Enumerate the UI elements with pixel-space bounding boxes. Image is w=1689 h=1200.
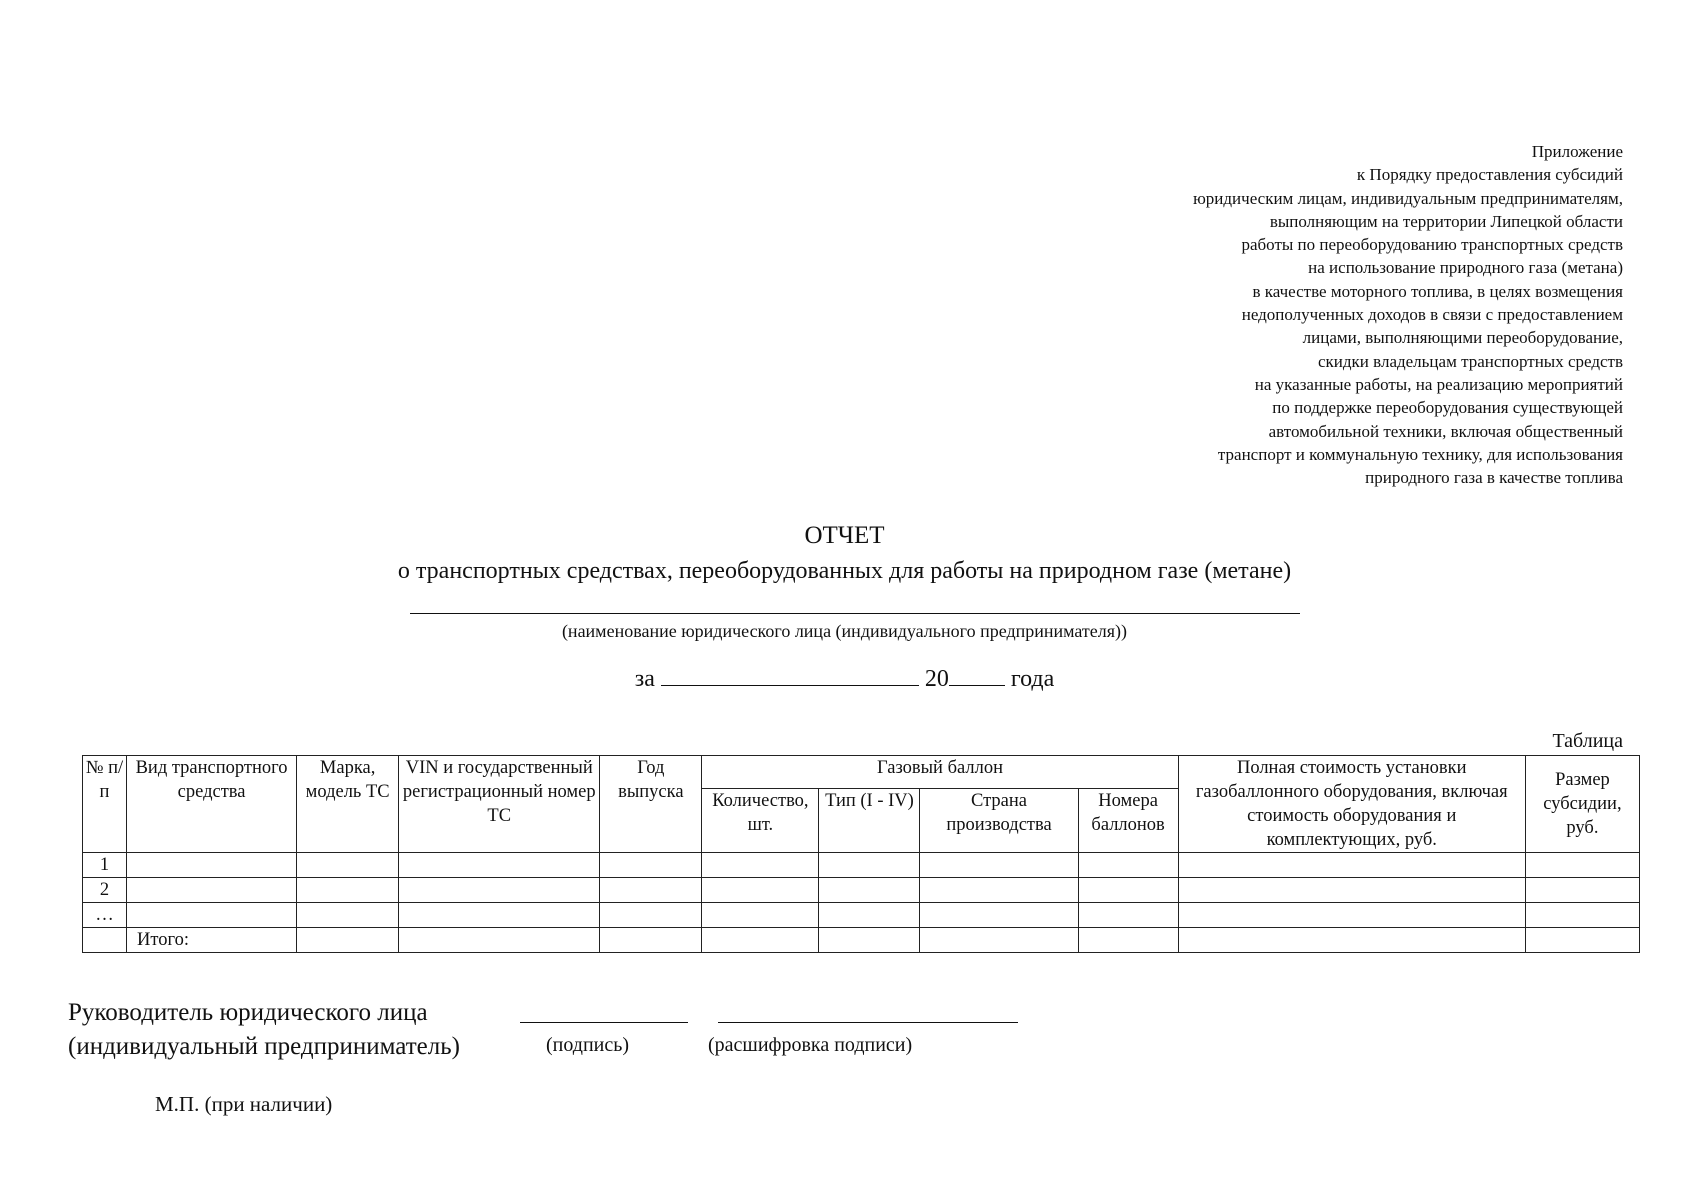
report-period xyxy=(0,666,1689,693)
table-cell[interactable] xyxy=(297,853,399,878)
row-number: 1 xyxy=(83,853,127,878)
table-cell[interactable] xyxy=(600,903,702,928)
table-cell[interactable] xyxy=(702,853,819,878)
total-label: Итого: xyxy=(127,928,297,953)
table-cell[interactable] xyxy=(1525,903,1639,928)
table-cell[interactable] xyxy=(819,853,920,878)
appendix-line: лицами, выполняющими переоборудование, xyxy=(1302,328,1623,348)
table-cell[interactable] xyxy=(1078,928,1178,953)
table-cell[interactable] xyxy=(920,928,1078,953)
stamp-note: М.П. (при наличии) xyxy=(155,1092,333,1116)
table-cell[interactable] xyxy=(127,853,297,878)
appendix-line: в качестве моторного топлива, в целях возмещения xyxy=(1252,281,1623,301)
header-subsidy: Размер субсидии, руб. xyxy=(1525,756,1639,853)
table-row xyxy=(83,878,1640,903)
header-vehicle-type: Вид транспортного средства xyxy=(127,756,297,853)
name-caption: (расшифровка подписи) xyxy=(708,1034,913,1056)
header-year: Год выпуска xyxy=(600,756,702,853)
table-cell[interactable] xyxy=(819,878,920,903)
header-full-cost: Полная стоимость установки газобаллонного оборудования, включая стоимость оборудования и комплектующих, руб. xyxy=(1178,756,1525,853)
report-subtitle: о транспортных средствах, переоборудованных для работы на природном газе (метане) xyxy=(397,558,1292,584)
table-cell[interactable] xyxy=(1525,928,1639,953)
table-cell[interactable] xyxy=(399,928,600,953)
table-cell[interactable] xyxy=(702,878,819,903)
period-prefix: за xyxy=(634,666,655,692)
appendix-line: на указанные работы, на реализацию мероприятий xyxy=(1254,374,1623,394)
header-cylinder-numbers: Номера баллонов xyxy=(1078,788,1178,852)
table-cell[interactable] xyxy=(1525,878,1639,903)
table-cell[interactable] xyxy=(399,853,600,878)
org-name-caption: (наименование юридического лица (индивидуального предпринимателя)) xyxy=(561,621,1128,641)
table-cell[interactable] xyxy=(1178,928,1525,953)
table-label: Таблица xyxy=(1552,730,1623,752)
appendix-line: скидки владельцам транспортных средств xyxy=(1318,351,1623,371)
appendix-line: работы по переоборудованию транспортных средств xyxy=(1241,235,1623,255)
header-gas-cylinder: Газовый баллон xyxy=(702,756,1178,789)
table-header-row xyxy=(83,756,1640,789)
header-num: № п/п xyxy=(83,756,127,853)
table-cell[interactable] xyxy=(702,903,819,928)
table-cell[interactable] xyxy=(600,853,702,878)
appendix-line: к Порядку предоставления субсидий xyxy=(1356,165,1623,185)
year-blank xyxy=(949,667,1005,686)
table-cell[interactable] xyxy=(1525,853,1639,878)
period-year: 20 xyxy=(924,666,949,692)
appendix-line: транспорт и коммунальную технику, для использования xyxy=(1217,444,1623,464)
header-vin: VIN и государственный регистрационный номер ТС xyxy=(399,756,600,853)
appendix-line: выполняющим на территории Липецкой области xyxy=(1269,211,1623,231)
table-cell[interactable] xyxy=(127,903,297,928)
header-type: Тип (I - IV) xyxy=(819,788,920,852)
table-cell[interactable] xyxy=(127,878,297,903)
header-country: Страна производства xyxy=(920,788,1078,852)
table-cell xyxy=(83,928,127,953)
signature-block xyxy=(68,996,460,1064)
period-suffix: года xyxy=(1010,666,1055,692)
table-cell[interactable] xyxy=(1078,903,1178,928)
table-cell[interactable] xyxy=(600,878,702,903)
table-cell[interactable] xyxy=(920,853,1078,878)
signatory-role-line2: (индивидуальный предприниматель) xyxy=(68,1033,460,1060)
period-blank xyxy=(661,667,919,686)
table-row xyxy=(83,903,1640,928)
appendix-line: автомобильной техники, включая общественный xyxy=(1268,421,1623,441)
table-cell[interactable] xyxy=(1078,878,1178,903)
appendix-line: недополученных доходов в связи с предоставлением xyxy=(1241,305,1623,325)
report-table xyxy=(82,755,1640,953)
table-cell[interactable] xyxy=(1178,903,1525,928)
table-cell[interactable] xyxy=(1178,853,1525,878)
header-make-model: Марка, модель ТС xyxy=(297,756,399,853)
table-cell[interactable] xyxy=(920,903,1078,928)
appendix-line: юридическим лицам, индивидуальным предпринимателям, xyxy=(1193,188,1623,208)
signature-caption: (подпись) xyxy=(546,1034,630,1056)
signatory-role-line1: Руководитель юридического лица xyxy=(68,999,428,1026)
table-cell[interactable] xyxy=(819,928,920,953)
signature-line xyxy=(520,1022,688,1023)
header-quantity: Количество, шт. xyxy=(702,788,819,852)
total-row xyxy=(83,928,1640,953)
table-row xyxy=(83,853,1640,878)
table-cell[interactable] xyxy=(399,903,600,928)
table-cell[interactable] xyxy=(819,903,920,928)
appendix-line: по поддержке переоборудования существующей xyxy=(1272,398,1623,418)
appendix-header xyxy=(1003,140,1623,489)
table-cell[interactable] xyxy=(297,928,399,953)
table-cell[interactable] xyxy=(297,903,399,928)
org-name-line xyxy=(410,613,1300,614)
name-line xyxy=(718,1022,1018,1023)
table-cell[interactable] xyxy=(1178,878,1525,903)
table-cell[interactable] xyxy=(920,878,1078,903)
row-number: … xyxy=(83,903,127,928)
table-cell[interactable] xyxy=(1078,853,1178,878)
table-cell[interactable] xyxy=(399,878,600,903)
appendix-line: на использование природного газа (метана) xyxy=(1308,258,1623,278)
appendix-line: Приложение xyxy=(1531,142,1623,161)
table-cell[interactable] xyxy=(297,878,399,903)
table-cell[interactable] xyxy=(702,928,819,953)
appendix-line: природного газа в качестве топлива xyxy=(1365,468,1623,488)
report-title: ОТЧЕТ xyxy=(804,522,885,549)
row-number: 2 xyxy=(83,878,127,903)
table-cell[interactable] xyxy=(600,928,702,953)
